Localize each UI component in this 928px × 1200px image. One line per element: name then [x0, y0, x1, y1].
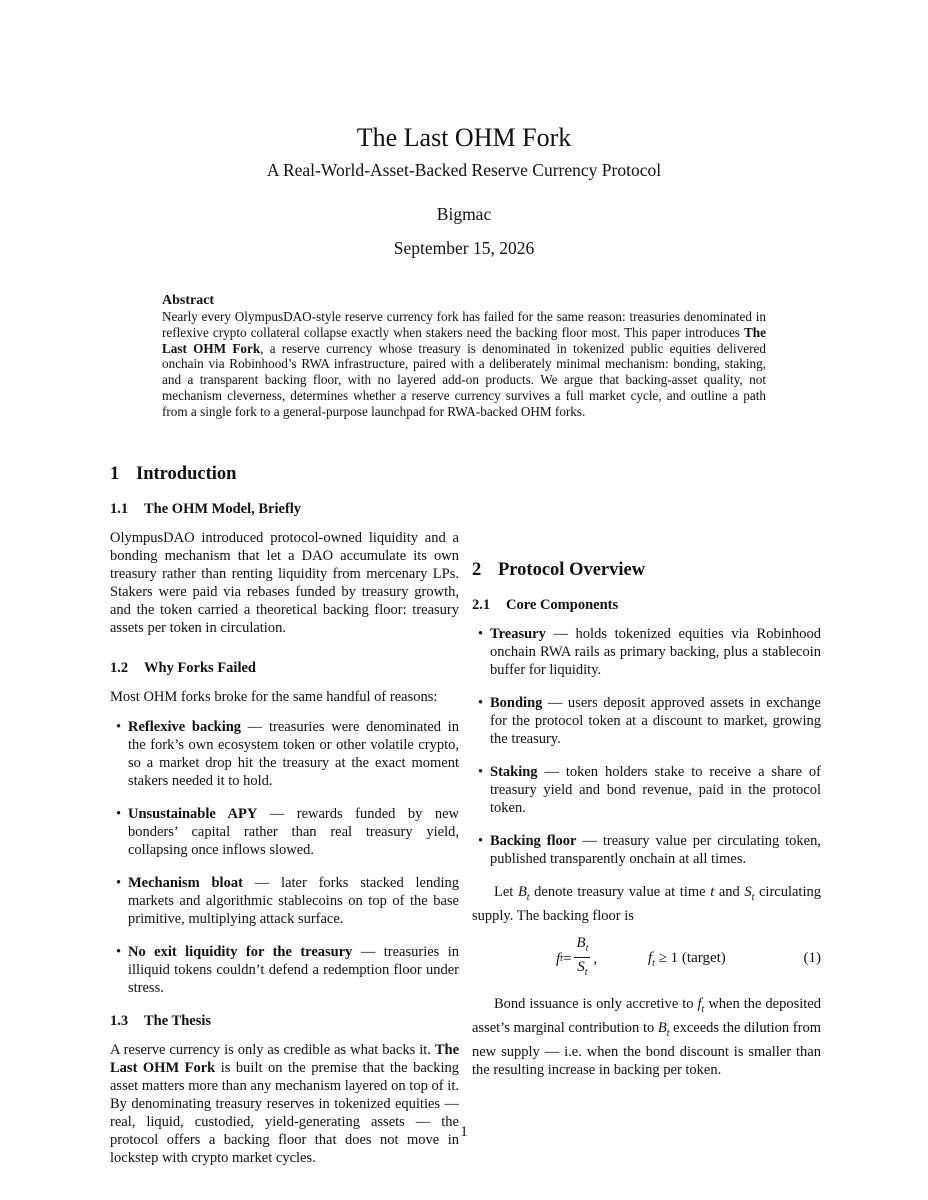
section-2-heading [472, 558, 821, 582]
abstract-bold-name: The Last OHM Fork [162, 324, 766, 356]
subsection-1-3-title: The Thesis [144, 1013, 212, 1029]
abstract-heading: Abstract [162, 293, 215, 308]
list-item-term: Treasury [490, 626, 546, 642]
subsection-1-1-heading [110, 500, 459, 518]
list-item [110, 943, 459, 997]
var-t: t [710, 884, 715, 900]
section-2-number: 2 [472, 560, 482, 580]
paper-date: September 15, 2026 [393, 238, 535, 258]
equation-condition [648, 949, 726, 973]
var-letter: B [657, 1019, 667, 1036]
thesis-bold-name: The Last OHM Fork [110, 1042, 459, 1076]
eq-den-letter: S [577, 959, 585, 976]
subsection-1-2-heading [110, 659, 459, 677]
list-item-text: — token holders stake to receive a share of treasury yield and bond revenue, paid in the protocol token. [490, 764, 821, 816]
equation-number: (1) [803, 949, 821, 966]
eq-equals: = [562, 950, 572, 967]
core-components-list [472, 625, 821, 868]
list-item [472, 763, 821, 817]
eq-fraction [574, 935, 590, 982]
list-item-text: — users deposit approved assets in exchange for the protocol token at a discount to market, growing the treasury. [490, 695, 821, 747]
text-fragment: when the deposited asset’s marginal contribution to [472, 995, 821, 1036]
var-subscript: t [526, 891, 530, 903]
list-item-text: — treasury value per circulating token, published transparently onchain at all times. [490, 833, 821, 867]
subsection-2-1-number: 2.1 [472, 597, 491, 613]
right-column [472, 468, 821, 1091]
backing-floor-definition [472, 883, 821, 925]
text-fragment: denote treasury value at time [529, 884, 711, 900]
list-item [110, 718, 459, 790]
eq-num-sub: t [585, 943, 589, 955]
thesis-paragraph [110, 1041, 459, 1167]
section-2-title: Protocol Overview [498, 560, 646, 580]
var-subscript: t [666, 1027, 670, 1039]
abstract [162, 292, 766, 420]
list-item-term: Backing floor [490, 833, 577, 849]
list-item-text: — treasuries were denominated in the fork’s own ecosystem token or other volatile crypto, so a market drop hit the treasury at the exact moment stakers needed it to hold. [128, 719, 460, 789]
eq-numerator [574, 935, 590, 958]
subsection-1-3-number: 1.3 [110, 1013, 129, 1029]
list-item-term: Bonding [490, 695, 543, 711]
list-item [472, 832, 821, 868]
var-letter: B [517, 884, 527, 900]
failure-reasons-list [110, 718, 459, 997]
abstract-text-after: , a reserve currency whose treasury is denominated in tokenized public equities delivered onchain via Robinhood’s RWA infrastructure, paired with a deliberately minimal mechanism: bonding, staking, and a transparent backing floor, with no layered add-on products. We argue that backing-asset quality, not mechanism cleverness, determines whether a reserve currency survives a full market cycle, and outline a path from a single fork to a general-purpose launchpad for RWA-backed OHM forks. [162, 340, 766, 419]
abstract-text-before: Nearly every OlympusDAO-style reserve currency fork has failed for the same reason: treasuries denominated in reflexive crypto collateral collapse exactly when stakers need the backing floor most. This paper introduces [162, 309, 766, 340]
list-item-text: — later forks stacked lending markets and algorithmic stablecoins on top of the base primitive, multiplying attack surface. [128, 875, 460, 927]
list-item-text: — rewards funded by new bonders’ capital rather than real treasury yield, collapsing once inflows slowed. [128, 806, 459, 858]
text-fragment: circulating supply. The backing floor is [472, 884, 821, 924]
cond-var: f [648, 949, 653, 966]
thesis-text-after: is built on the premise that the backing asset matters more than any mechanism layered on top of it. By denominating treasury reserves in tokenized equities — real, liquid, custodied, yield-generating assets — the protocol offers a backing floor that does not move in lockstep with crypto market cycles. [110, 1060, 459, 1166]
list-item-term: Staking [490, 764, 538, 780]
paper-subtitle: A Real-World-Asset-Backed Reserve Currency Protocol [266, 160, 662, 180]
list-item [472, 694, 821, 748]
ohm-model-paragraph: OlympusDAO introduced protocol-owned liquidity and a bonding mechanism that let a DAO accumulate its own treasury rather than renting liquidity from mercenary LPs. Stakers were paid via rebases funded by treasury growth, and the token carried a theoretical backing floor: treasury assets per token in circulation. [110, 530, 459, 636]
var-subscript: t [701, 1003, 705, 1015]
section-1-number: 1 [110, 464, 120, 484]
paper-title: The Last OHM Fork [356, 123, 572, 152]
var-letter: S [744, 884, 752, 900]
section-1-heading [110, 462, 459, 486]
subsection-1-3-heading [110, 1012, 459, 1030]
section-1-title: Introduction [136, 464, 237, 484]
bond-accretion-paragraph [472, 995, 821, 1079]
var-S-t [744, 884, 755, 903]
eq-den-sub: t [584, 967, 588, 979]
var-B-t [517, 884, 530, 903]
left-column [110, 462, 459, 1179]
list-item [110, 805, 459, 859]
page-number: 1 [460, 1124, 468, 1140]
author-name: Bigmac [436, 204, 492, 224]
subsection-1-2-number: 1.2 [110, 660, 129, 676]
var-B-t [657, 1019, 670, 1039]
list-item [110, 874, 459, 928]
list-item-term: Reflexive backing [128, 719, 242, 735]
list-item [472, 625, 821, 679]
list-item-term: Unsustainable APY [128, 806, 258, 822]
list-item-text: — treasuries in illiquid tokens couldn’t defend a redemption floor under stress. [128, 944, 459, 996]
text-fragment: Bond issuance is only accretive to [494, 995, 698, 1012]
var-subscript: t [751, 891, 755, 903]
thesis-text-before: A reserve currency is only as credible as what backs it. [110, 1042, 435, 1058]
list-item-term: No exit liquidity for the treasury [128, 944, 353, 960]
subsection-1-1-number: 1.1 [110, 501, 129, 517]
eq-lhs: f [556, 950, 561, 967]
list-item-text: — holds tokenized equities via Robinhood onchain RWA rails as primary backing, plus a stablecoin buffer for liquidity. [490, 626, 821, 678]
text-fragment: Let [494, 884, 518, 900]
subsection-2-1-heading [472, 596, 821, 614]
var-letter: f [697, 995, 702, 1012]
cond-relation: ≥ 1 (target) [654, 949, 726, 966]
eq-denominator [577, 958, 587, 982]
text-fragment: exceeds the dilution from new supply — i.e. when the bond discount is smaller than the resulting increase in backing per token. [472, 1019, 821, 1078]
eq-num-letter: B [576, 935, 586, 952]
subsection-2-1-title: Core Components [506, 597, 619, 613]
subsection-1-1-title: The OHM Model, Briefly [144, 501, 302, 517]
list-item-term: Mechanism bloat [128, 875, 243, 891]
text-fragment: and [714, 884, 745, 900]
backing-floor-equation [472, 937, 821, 981]
cond-sub: t [652, 957, 655, 969]
eq-lhs-sub: t [560, 952, 563, 964]
equation-math [556, 937, 597, 981]
eq-comma: , [593, 950, 598, 967]
subsection-1-2-title: Why Forks Failed [144, 660, 256, 676]
forks-failed-intro: Most OHM forks broke for the same handful of reasons: [110, 689, 438, 705]
